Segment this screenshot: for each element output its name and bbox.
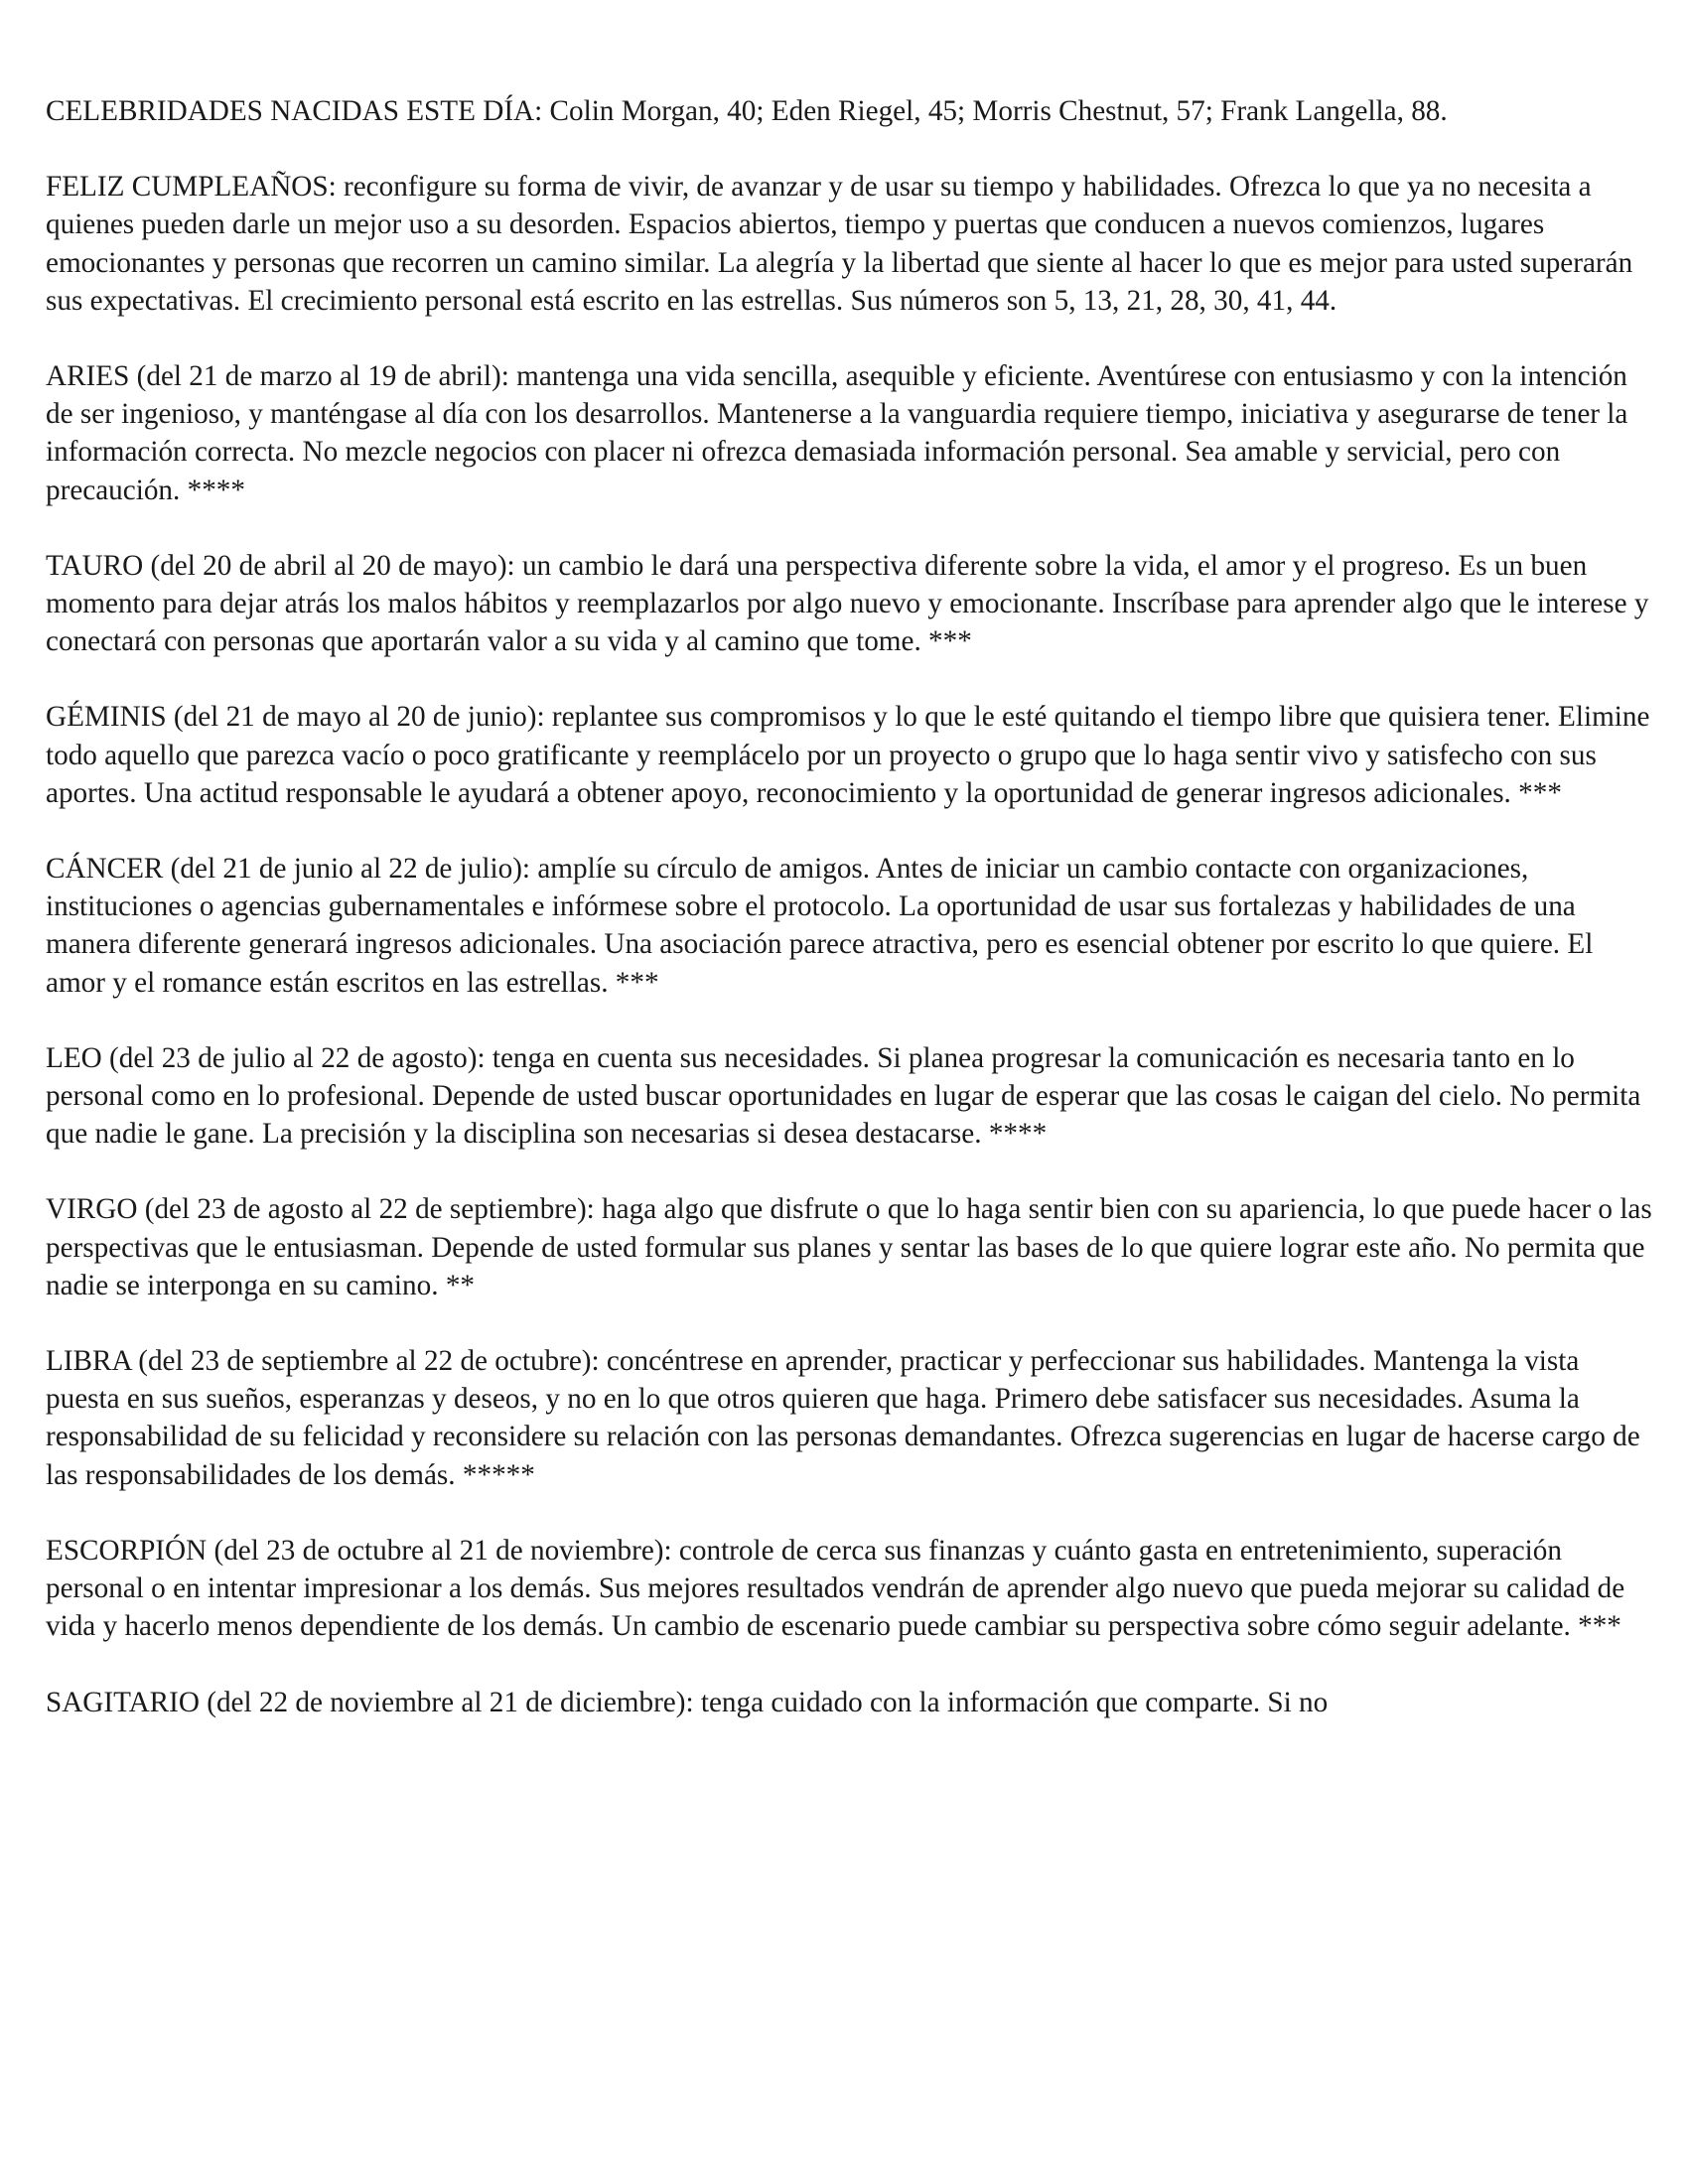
horoscope-virgo: VIRGO (del 23 de agosto al 22 de septiembre): haga algo que disfrute o que lo haga sentir bien con su apariencia, lo que puede hacer o las perspectivas que le entusiasman. Depende de usted formular sus planes y sentar las bases de lo que quiere lograr este año. No permita que nadie se interponga en su camino. ** xyxy=(46,1193,1652,1301)
horoscope-libra: LIBRA (del 23 de septiembre al 22 de octubre): concéntrese en aprender, practicar y perfeccionar sus habilidades. Mantenga la vista puesta en sus sueños, esperanzas y deseos, y no en lo que otros quieren que haga. Primero debe satisfacer sus necesidades. Asuma la responsabilidad de su felicidad y reconsidere su relación con las personas demandantes. Ofrezca sugerencias en lugar de hacerse cargo de las responsabilidades de los demás. ***** xyxy=(46,1345,1640,1491)
celebrities-paragraph: CELEBRIDADES NACIDAS ESTE DÍA: Colin Morgan, 40; Eden Riegel, 45; Morris Chestnut, 57; Frank Langella, 88. xyxy=(46,95,1448,127)
horoscope-tauro: TAURO (del 20 de abril al 20 de mayo): un cambio le dará una perspectiva diferente sobre la vida, el amor y el progreso. Es un buen momento para dejar atrás los malos hábitos y reemplazarlos por algo nuevo y emocionante. Inscríbase para aprender algo que le interese y conectará con personas que aportarán valor a su vida y al camino que tome. *** xyxy=(46,549,1649,658)
document-page xyxy=(46,92,1654,1759)
horoscope-geminis: GÉMINIS (del 21 de mayo al 20 de junio): replantee sus compromisos y lo que le esté quitando el tiempo libre que quisiera tener. Elimine todo aquello que parezca vacío o poco gratificante y reemplácelo por un proyecto o grupo que lo haga sentir vivo y satisfecho con sus aportes. Una actitud responsable le ayudará a obtener apoyo, reconocimiento y la oportunidad de generar ingresos adicionales. *** xyxy=(46,701,1650,809)
birthday-paragraph: FELIZ CUMPLEAÑOS: reconfigure su forma de vivir, de avanzar y de usar su tiempo y habilidades. Ofrezca lo que ya no necesita a quienes pueden darle un mejor uso a su desorden. Espacios abiertos, tiempo y puertas que conducen a nuevos comienzos, lugares emocionantes y personas que recorren un camino similar. La alegría y la libertad que siente al hacer lo que es mejor para usted superarán sus expectativas. El crecimiento personal está escrito en las estrellas. Sus números son 5, 13, 21, 28, 30, 41, 44. xyxy=(46,171,1633,317)
horoscope-escorpion: ESCORPIÓN (del 23 de octubre al 21 de noviembre): controle de cerca sus finanzas y cuánto gasta en entretenimiento, superación personal o en intentar impresionar a los demás. Sus mejores resultados vendrán de aprender algo nuevo que pueda mejorar su calidad de vida y hacerlo menos dependiente de los demás. Un cambio de escenario puede cambiar su perspectiva sobre cómo seguir adelante. *** xyxy=(46,1534,1625,1643)
horoscope-leo: LEO (del 23 de julio al 22 de agosto): tenga en cuenta sus necesidades. Si planea progresar la comunicación es necesaria tanto en lo personal como en lo profesional. Depende de usted buscar oportunidades en lugar de esperar que las cosas le caigan del cielo. No permita que nadie le gane. La precisión y la disciplina son necesarias si desea destacarse. **** xyxy=(46,1041,1641,1151)
horoscope-aries: ARIES (del 21 de marzo al 19 de abril): mantenga una vida sencilla, asequible y eficiente. Aventúrese con entusiasmo y con la intención de ser ingenioso, y manténgase al día con los desarrollos. Mantenerse a la vanguardia requiere tiempo, iniciativa y asegurarse de tener la información correcta. No mezcle negocios con placer ni ofrezca demasiada información personal. Sea amable y servicial, pero con precaución. **** xyxy=(46,360,1628,506)
horoscope-cancer: CÁNCER (del 21 de junio al 22 de julio): amplíe su círculo de amigos. Antes de iniciar un cambio contacte con organizaciones, instituciones o agencias gubernamentales e infórmese sobre el protocolo. La oportunidad de usar sus fortalezas y habilidades de una manera diferente generará ingresos adicionales. Una asociación parece atractiva, pero es esencial obtener por escrito lo que quiere. El amor y el romance están escritos en las estrellas. *** xyxy=(46,853,1594,999)
horoscope-sagitario: SAGITARIO (del 22 de noviembre al 21 de diciembre): tenga cuidado con la información que comparte. Si no xyxy=(46,1686,1329,1718)
